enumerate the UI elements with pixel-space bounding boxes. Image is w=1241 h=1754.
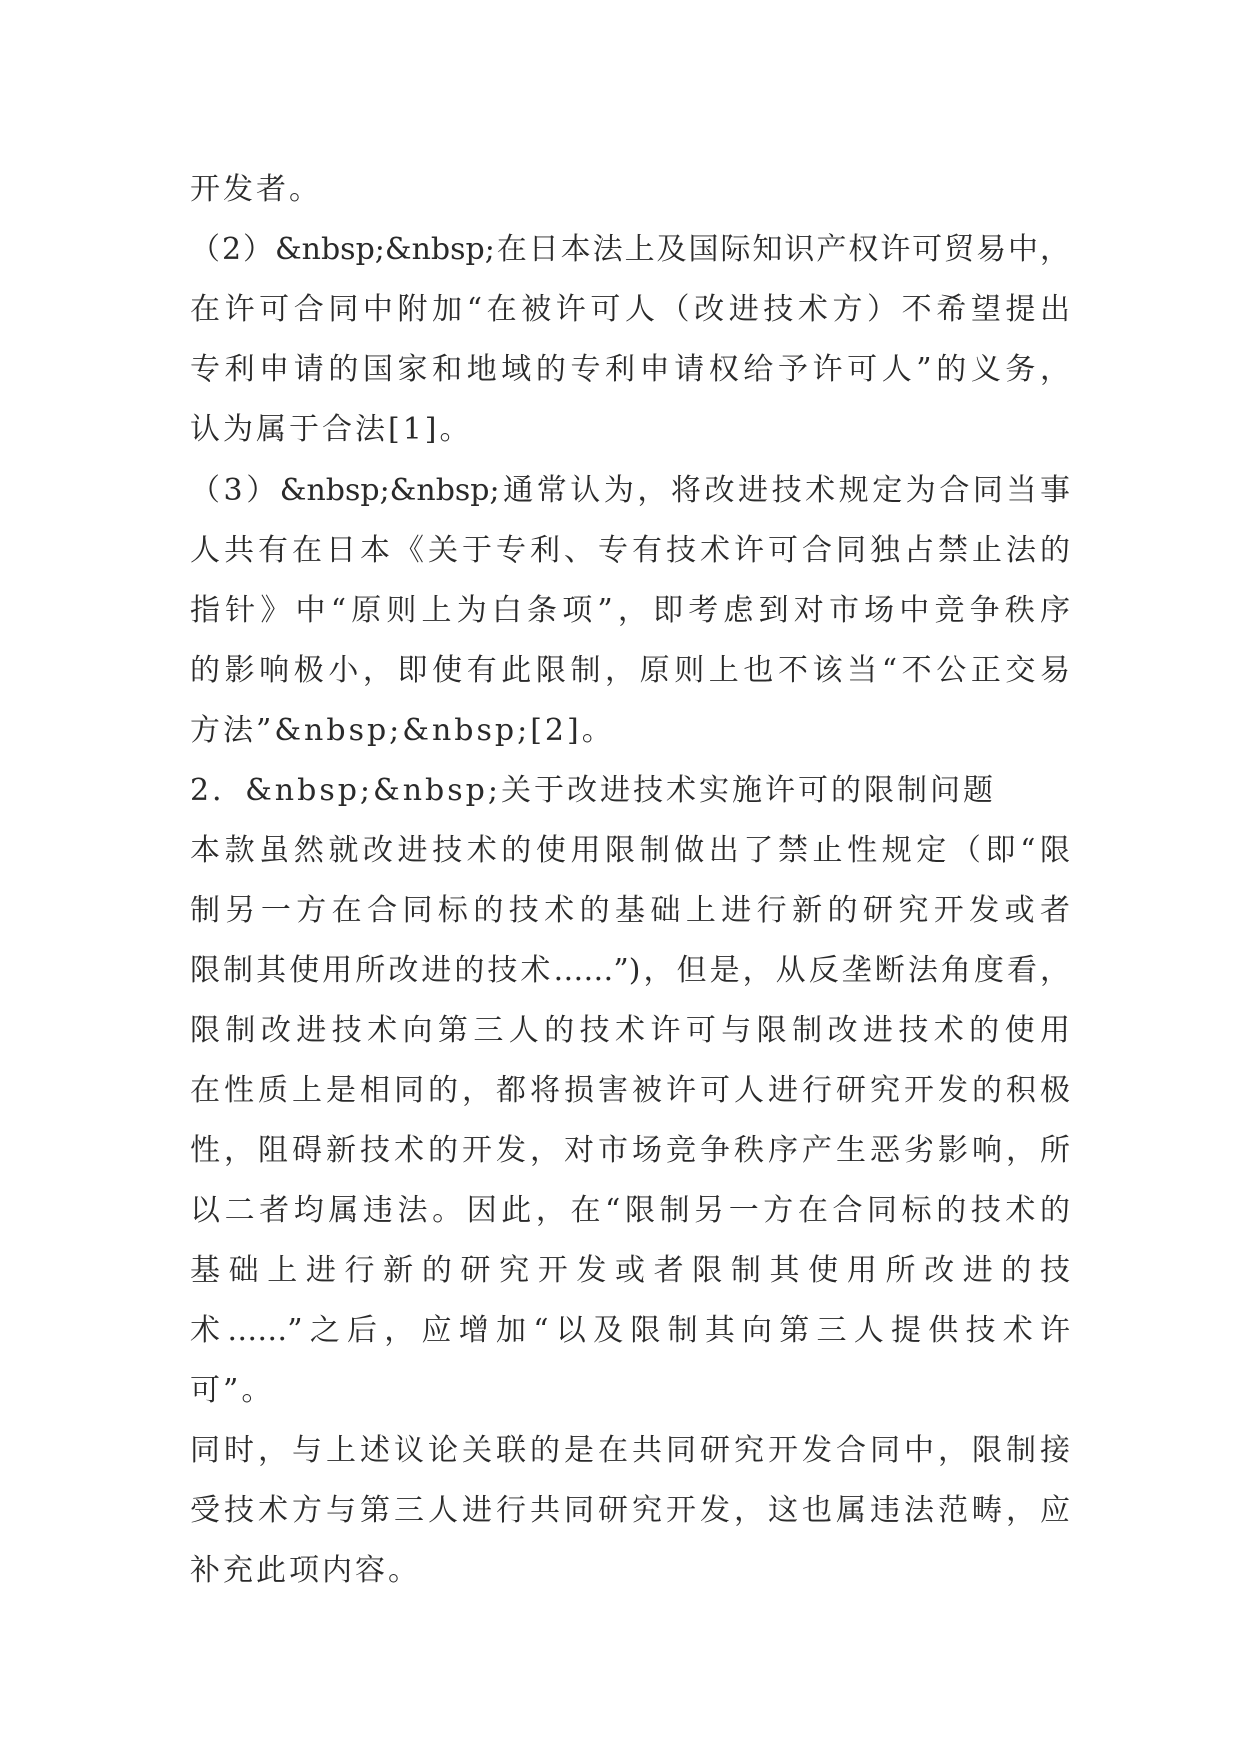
text-line: 的影响极小，即使有此限制，原则上也不该当“不公正交易: [190, 653, 1070, 688]
text-line: 限制其使用所改进的技术……”)，但是，从反垄断法角度看，: [190, 953, 1070, 988]
text-line: （3）&nbsp;&nbsp;通常认为，将改进技术规定为合同当事: [190, 473, 1070, 508]
text-line: （2）&nbsp;&nbsp;在日本法上及国际知识产权许可贸易中，: [190, 232, 1070, 267]
text-line: 认为属于合法[1]。: [190, 412, 473, 447]
text-line: 可”。: [190, 1373, 275, 1408]
text-line: 在性质上是相同的，都将损害被许可人进行研究开发的积极: [190, 1073, 1070, 1108]
text-line: 补充此项内容。: [190, 1553, 421, 1588]
section-heading: 2．&nbsp;&nbsp;关于改进技术实施许可的限制问题: [190, 773, 996, 808]
text-line: 本款虽然就改进技术的使用限制做出了禁止性规定（即“限: [190, 833, 1070, 868]
text-line: 制另一方在合同标的技术的基础上进行新的研究开发或者: [190, 893, 1070, 928]
text-line: 人共有在日本《关于专利、专有技术许可合同独占禁止法的: [190, 533, 1070, 568]
text-line: 方法”&nbsp;&nbsp;[2]。: [190, 713, 615, 748]
text-line: 限制改进技术向第三人的技术许可与限制改进技术的使用: [190, 1013, 1070, 1048]
text-line: 性，阻碍新技术的开发，对市场竞争秩序产生恶劣影响，所: [190, 1133, 1070, 1168]
text-line: 以二者均属违法。因此，在“限制另一方在合同标的技术的: [190, 1193, 1070, 1228]
text-line: 基础上进行新的研究开发或者限制其使用所改进的技: [190, 1253, 1070, 1288]
text-line: 专利申请的国家和地域的专利申请权给予许可人”的义务，: [190, 352, 1070, 387]
text-line: 指针》中“原则上为白条项”，即考虑到对市场中竞争秩序: [190, 593, 1070, 628]
text-line: 受技术方与第三人进行共同研究开发，这也属违法范畴，应: [190, 1493, 1070, 1528]
text-line: 术……”之后，应增加“以及限制其向第三人提供技术许: [190, 1313, 1070, 1348]
text-line: 同时，与上述议论关联的是在共同研究开发合同中，限制接: [190, 1433, 1070, 1468]
text-line: 在许可合同中附加“在被许可人（改进技术方）不希望提出: [190, 292, 1070, 327]
text-line: 开发者。: [190, 172, 322, 207]
